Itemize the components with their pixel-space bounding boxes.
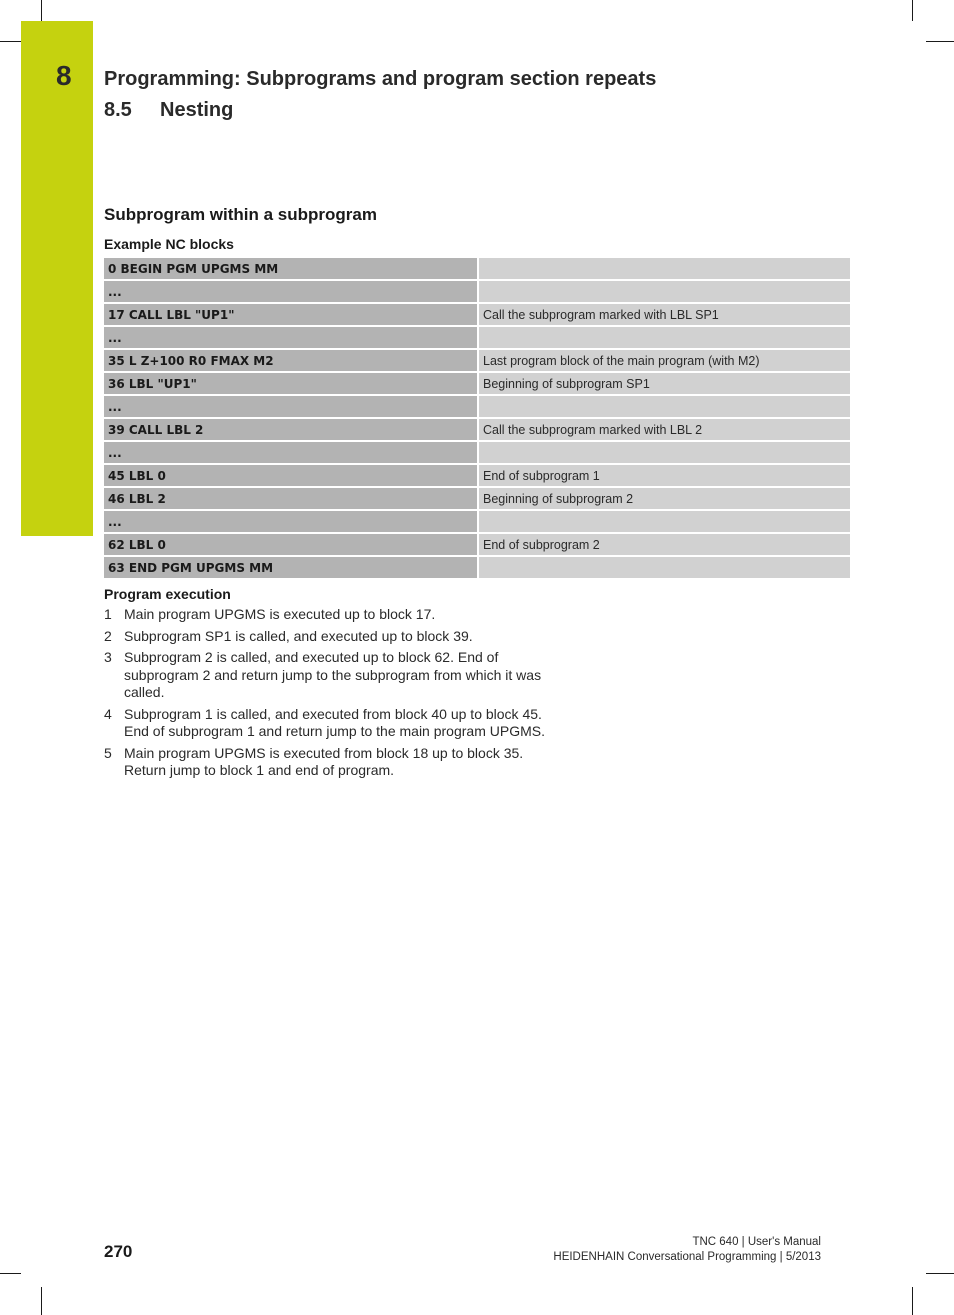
table-row bbox=[104, 441, 850, 464]
list-item bbox=[104, 649, 554, 702]
crop-mark bbox=[912, 0, 913, 21]
table-row bbox=[104, 510, 850, 533]
chapter-number: 8 bbox=[56, 60, 72, 91]
step-number: 4 bbox=[104, 705, 112, 722]
nc-description-cell bbox=[478, 258, 850, 280]
step-number: 1 bbox=[104, 606, 112, 622]
nc-description-cell: End of subprogram 2 bbox=[478, 533, 850, 556]
table-row bbox=[104, 280, 850, 303]
list-item bbox=[104, 628, 554, 646]
nc-code-cell: ... bbox=[104, 441, 478, 464]
nc-description-cell bbox=[478, 556, 850, 579]
nc-code-cell: 63 END PGM UPGMS MM bbox=[104, 556, 478, 579]
crop-mark bbox=[926, 1273, 954, 1274]
nc-description-cell: Last program block of the main program (with M2) bbox=[478, 349, 850, 372]
list-item bbox=[104, 606, 554, 624]
nc-description-cell bbox=[478, 395, 850, 418]
nc-code-cell: 36 LBL "UP1" bbox=[104, 372, 478, 395]
nc-blocks-table bbox=[104, 258, 850, 580]
table-row bbox=[104, 349, 850, 372]
table-row bbox=[104, 556, 850, 579]
execution-heading: Program execution bbox=[104, 586, 231, 602]
footer-subtitle-line: HEIDENHAIN Conversational Programming | 5/2013 bbox=[553, 1251, 821, 1263]
nc-code-cell: ... bbox=[104, 280, 478, 303]
execution-steps-list bbox=[104, 606, 554, 784]
chapter-title: Programming: Subprograms and program section repeats bbox=[104, 68, 657, 90]
table-row bbox=[104, 395, 850, 418]
step-text: Main program UPGMS is executed from block 18 up to block 35. Return jump to block 1 and end of program. bbox=[124, 744, 524, 778]
section-heading: Subprogram within a subprogram bbox=[104, 205, 377, 224]
step-text: Subprogram 1 is called, and executed from block 40 up to block 45. End of subprogram 1 and return jump to the main program UPGMS. bbox=[124, 705, 545, 739]
crop-mark bbox=[912, 1287, 913, 1315]
table-row bbox=[104, 487, 850, 510]
nc-description-cell: Call the subprogram marked with LBL SP1 bbox=[478, 303, 850, 326]
step-text: Subprogram 2 is called, and executed up to block 62. End of subprogram 2 and return jump to the subprogram from which it was called. bbox=[124, 649, 542, 700]
step-text: Main program UPGMS is executed up to block 17. bbox=[124, 606, 436, 622]
nc-description-cell bbox=[478, 326, 850, 349]
nc-code-cell: 39 CALL LBL 2 bbox=[104, 418, 478, 441]
nc-description-cell: Beginning of subprogram 2 bbox=[478, 487, 850, 510]
step-number: 5 bbox=[104, 744, 112, 761]
table-row bbox=[104, 326, 850, 349]
section-title-line bbox=[104, 99, 233, 122]
section-title: Nesting bbox=[160, 99, 234, 121]
crop-mark bbox=[0, 1273, 21, 1274]
nc-description-cell: Beginning of subprogram SP1 bbox=[478, 372, 850, 395]
example-heading: Example NC blocks bbox=[104, 236, 234, 252]
nc-code-cell: 35 L Z+100 R0 FMAX M2 bbox=[104, 349, 478, 372]
nc-code-cell: 0 BEGIN PGM UPGMS MM bbox=[104, 258, 478, 280]
footer-manual-line: TNC 640 | User's Manual bbox=[692, 1236, 821, 1248]
list-item bbox=[104, 745, 554, 780]
nc-description-cell bbox=[478, 280, 850, 303]
page-number: 270 bbox=[104, 1242, 133, 1261]
nc-code-cell: 62 LBL 0 bbox=[104, 533, 478, 556]
nc-code-cell: 17 CALL LBL "UP1" bbox=[104, 303, 478, 326]
step-number: 2 bbox=[104, 627, 112, 644]
step-number: 3 bbox=[104, 649, 112, 665]
step-text: Subprogram SP1 is called, and executed up to block 39. bbox=[124, 627, 473, 644]
footer bbox=[553, 1235, 821, 1265]
crop-mark bbox=[0, 41, 21, 42]
nc-description-cell bbox=[478, 441, 850, 464]
nc-code-cell: ... bbox=[104, 395, 478, 418]
nc-code-cell: ... bbox=[104, 326, 478, 349]
nc-description-cell bbox=[478, 510, 850, 533]
table-row bbox=[104, 303, 850, 326]
section-number: 8.5 bbox=[104, 99, 132, 121]
crop-mark bbox=[41, 1287, 42, 1315]
table-row bbox=[104, 258, 850, 280]
nc-code-cell: 46 LBL 2 bbox=[104, 487, 478, 510]
crop-mark bbox=[926, 41, 954, 42]
crop-mark bbox=[41, 0, 42, 21]
table-row bbox=[104, 533, 850, 556]
nc-description-cell: Call the subprogram marked with LBL 2 bbox=[478, 418, 850, 441]
table-row bbox=[104, 464, 850, 487]
chapter-tab bbox=[21, 21, 93, 536]
nc-code-cell: 45 LBL 0 bbox=[104, 464, 478, 487]
nc-code-cell: ... bbox=[104, 510, 478, 533]
list-item bbox=[104, 706, 554, 741]
table-row bbox=[104, 372, 850, 395]
nc-description-cell: End of subprogram 1 bbox=[478, 464, 850, 487]
table-row bbox=[104, 418, 850, 441]
